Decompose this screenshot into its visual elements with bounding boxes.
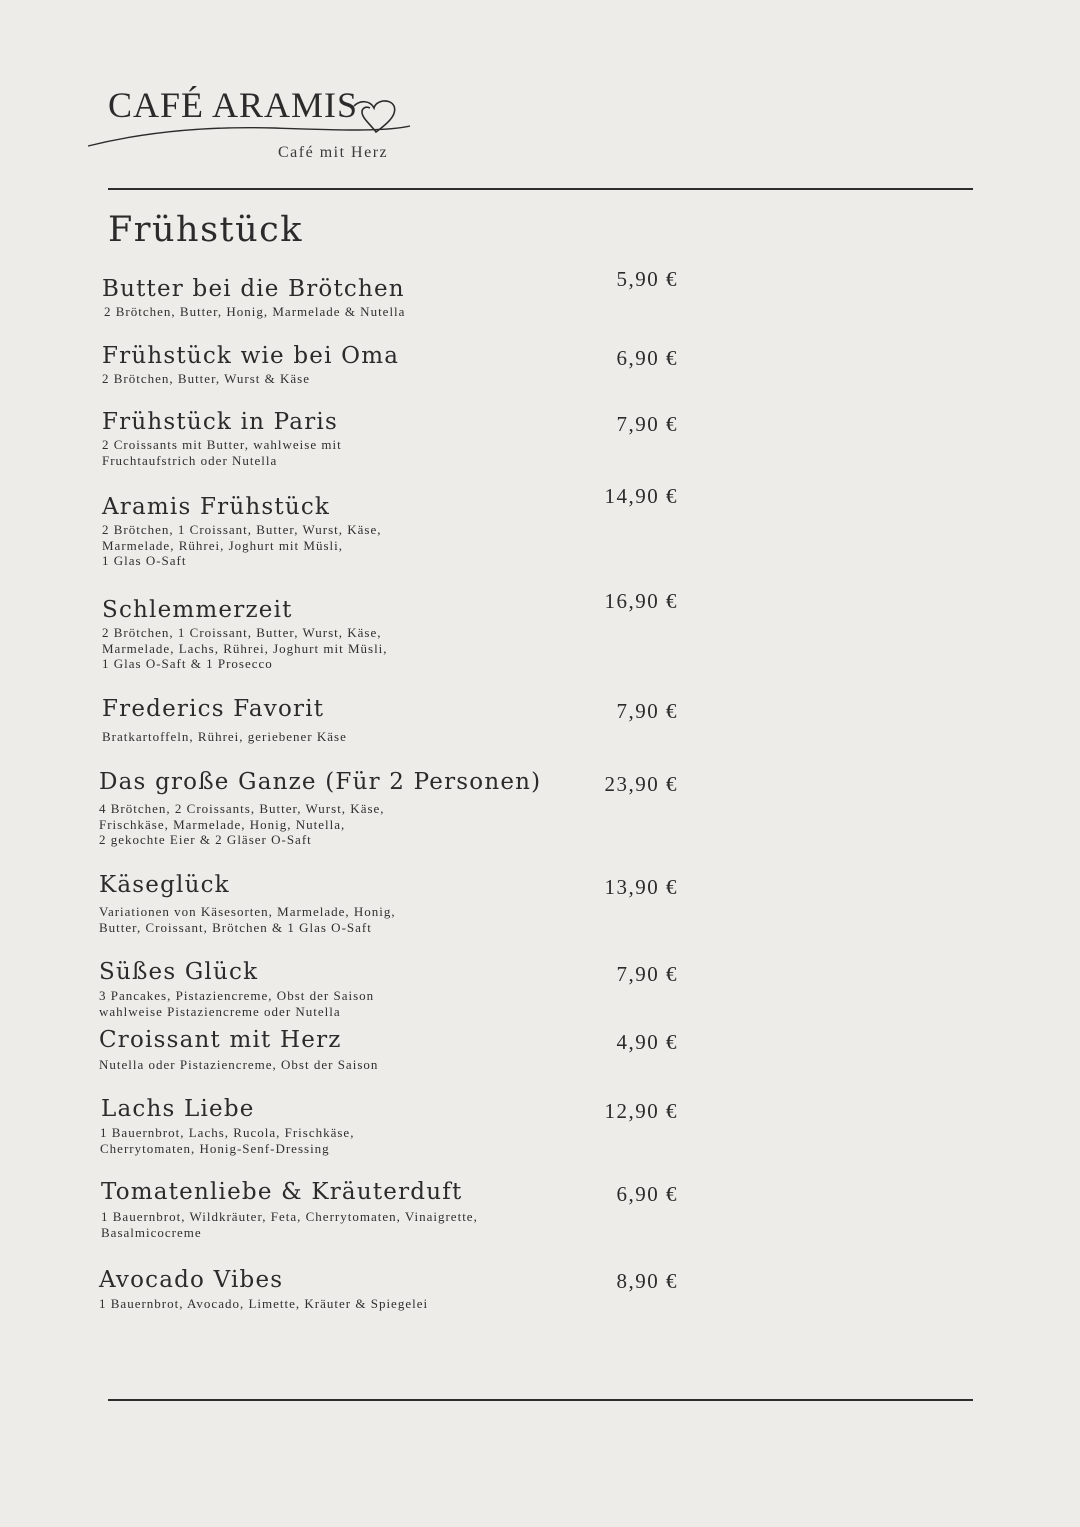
item-price: 6,90 € xyxy=(616,346,678,370)
item-name: Tomatenliebe & Kräuterduft xyxy=(101,1179,463,1205)
item-description: Nutella oder Pistaziencreme, Obst der Saison xyxy=(99,1057,379,1072)
section-title: Frühstück xyxy=(108,210,303,250)
item-name: Frühstück wie bei Oma xyxy=(102,343,400,369)
item-description: 1 Bauernbrot, Avocado, Limette, Kräuter & Spiegelei xyxy=(99,1296,429,1311)
cafe-tagline: Café mit Herz xyxy=(278,144,389,161)
item-description: 1 Bauernbrot, Lachs, Rucola, Frischkäse, Cherrytomaten, Honig-Senf-Dressing xyxy=(100,1125,355,1156)
top-divider xyxy=(108,188,973,190)
item-name: Lachs Liebe xyxy=(101,1096,255,1122)
logo-swash-heart-icon xyxy=(84,92,424,152)
item-name: Avocado Vibes xyxy=(99,1267,284,1293)
item-price: 5,90 € xyxy=(616,267,678,291)
item-name: Croissant mit Herz xyxy=(99,1027,342,1053)
item-name: Das große Ganze (Für 2 Personen) xyxy=(99,769,542,795)
item-description: 4 Brötchen, 2 Croissants, Butter, Wurst, Käse, Frischkäse, Marmelade, Honig, Nutella, 2 gekochte Eier & 2 Gläser O-Saft xyxy=(99,801,385,848)
item-price: 4,90 € xyxy=(616,1030,678,1054)
item-description: 2 Brötchen, 1 Croissant, Butter, Wurst, Käse, Marmelade, Rührei, Joghurt mit Müsli, 1 Glas O-Saft xyxy=(102,522,382,569)
item-name: Aramis Frühstück xyxy=(102,494,331,520)
item-price: 14,90 € xyxy=(604,484,678,508)
item-description: 3 Pancakes, Pistaziencreme, Obst der Saison wahlweise Pistaziencreme oder Nutella xyxy=(99,988,375,1019)
item-description: 1 Bauernbrot, Wildkräuter, Feta, Cherrytomaten, Vinaigrette, Basalmicocreme xyxy=(101,1209,478,1240)
item-description: 2 Brötchen, 1 Croissant, Butter, Wurst, Käse, Marmelade, Lachs, Rührei, Joghurt mit Müsli, 1 Glas O-Saft & 1 Prosecco xyxy=(102,625,388,672)
item-price: 8,90 € xyxy=(616,1269,678,1293)
item-price: 23,90 € xyxy=(604,772,678,796)
bottom-divider xyxy=(108,1399,973,1401)
item-description: 2 Brötchen, Butter, Wurst & Käse xyxy=(102,371,310,386)
item-name: Schlemmerzeit xyxy=(102,597,293,623)
item-name: Käseglück xyxy=(99,872,230,898)
item-price: 13,90 € xyxy=(604,875,678,899)
item-description: Variationen von Käsesorten, Marmelade, Honig, Butter, Croissant, Brötchen & 1 Glas O-Saft xyxy=(99,904,396,935)
item-name: Frederics Favorit xyxy=(102,696,325,722)
item-price: 12,90 € xyxy=(604,1099,678,1123)
item-description: 2 Brötchen, Butter, Honig, Marmelade & Nutella xyxy=(104,304,406,319)
item-price: 6,90 € xyxy=(616,1182,678,1206)
item-description: 2 Croissants mit Butter, wahlweise mit Fruchtaufstrich oder Nutella xyxy=(102,437,342,468)
item-name: Süßes Glück xyxy=(99,959,259,985)
item-name: Frühstück in Paris xyxy=(102,409,338,435)
item-price: 7,90 € xyxy=(616,962,678,986)
item-price: 7,90 € xyxy=(616,699,678,723)
item-price: 7,90 € xyxy=(616,412,678,436)
item-name: Butter bei die Brötchen xyxy=(102,276,405,302)
cafe-name: CAFÉ ARAMIS xyxy=(108,85,359,125)
item-description: Bratkartoffeln, Rührei, geriebener Käse xyxy=(102,729,347,744)
item-price: 16,90 € xyxy=(604,589,678,613)
